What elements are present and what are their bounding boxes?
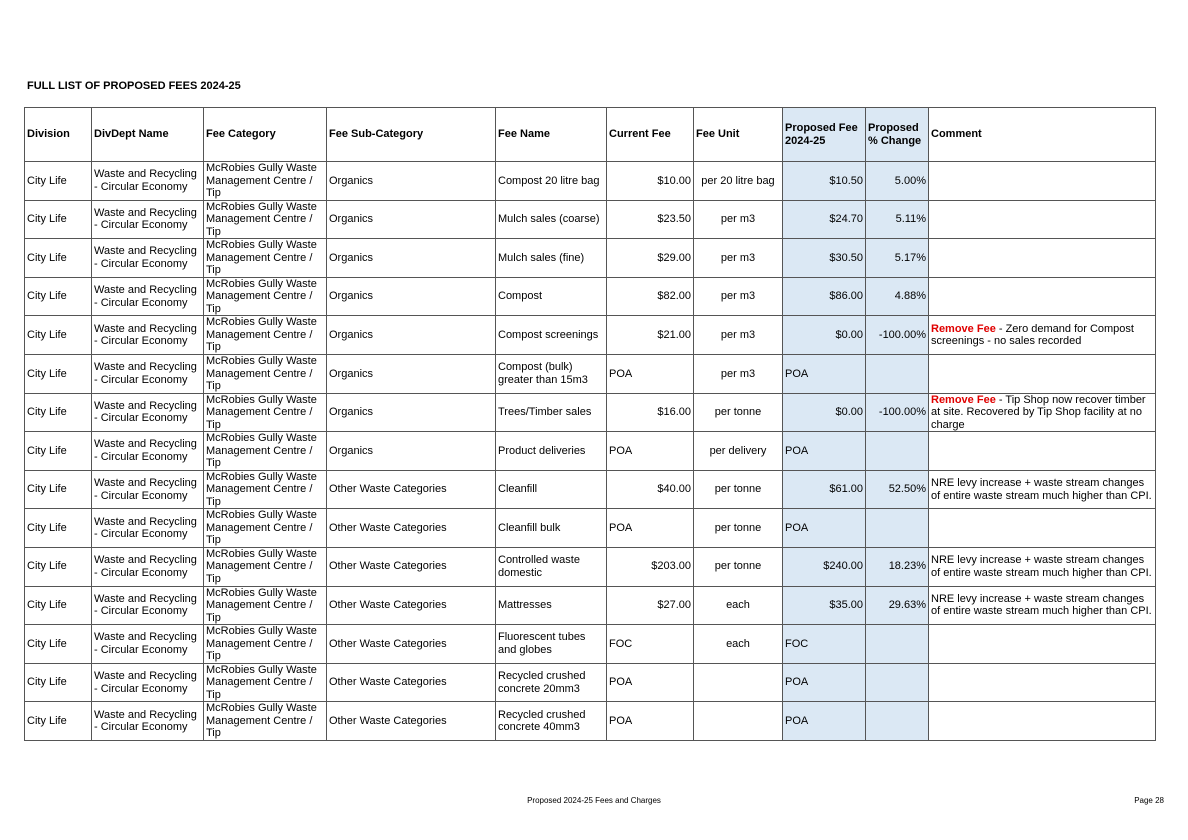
cell-comment [929,162,1156,201]
cell-divdept-name: Waste and Recycling - Circular Economy [92,393,204,432]
cell-divdept-name: Waste and Recycling - Circular Economy [92,663,204,702]
fees-table [24,107,1156,741]
cell-fee-name: Compost 20 litre bag [496,162,607,201]
table-row [25,702,1156,741]
cell-comment [929,702,1156,741]
cell-fee-name: Fluorescent tubes and globes [496,625,607,664]
cell-division: City Life [25,432,92,471]
cell-fee-sub-category: Organics [327,393,496,432]
comment-text: NRE levy increase + waste stream changes of entire waste stream much higher than CPI. [931,477,1152,502]
cell-current-fee: POA [607,354,694,393]
cell-fee-sub-category: Other Waste Categories [327,547,496,586]
cell-division: City Life [25,470,92,509]
cell-fee-sub-category: Other Waste Categories [327,663,496,702]
cell-comment [929,200,1156,239]
cell-fee-name: Mulch sales (fine) [496,239,607,278]
cell-fee-name: Recycled crushed concrete 20mm3 [496,663,607,702]
cell-divdept-name: Waste and Recycling - Circular Economy [92,470,204,509]
cell-division: City Life [25,625,92,664]
cell-fee-unit [694,663,783,702]
cell-proposed-change: 52.50% [866,470,929,509]
footer-doc-title: Proposed 2024-25 Fees and Charges [527,796,661,805]
table-row [25,663,1156,702]
col-header-fee-sub-category: Fee Sub-Category [327,108,496,162]
cell-proposed-change: 5.00% [866,162,929,201]
cell-fee-name: Mattresses [496,586,607,625]
cell-current-fee: POA [607,663,694,702]
cell-fee-sub-category: Organics [327,316,496,355]
col-header-proposed-fee: Proposed Fee 2024-25 [783,108,866,162]
cell-proposed-fee: $10.50 [783,162,866,201]
fees-table-body [25,162,1156,741]
cell-division: City Life [25,277,92,316]
cell-fee-category: McRobies Gully Waste Management Centre / Tip [204,277,327,316]
cell-division: City Life [25,586,92,625]
cell-proposed-change: 18.23% [866,547,929,586]
cell-comment [929,316,1156,355]
table-row [25,316,1156,355]
cell-fee-category: McRobies Gully Waste Management Centre / Tip [204,586,327,625]
cell-comment [929,663,1156,702]
cell-current-fee: $23.50 [607,200,694,239]
cell-fee-unit: per tonne [694,547,783,586]
cell-division: City Life [25,663,92,702]
cell-current-fee: POA [607,432,694,471]
cell-comment [929,432,1156,471]
cell-proposed-change [866,702,929,741]
cell-fee-sub-category: Organics [327,432,496,471]
cell-division: City Life [25,200,92,239]
cell-proposed-fee: $86.00 [783,277,866,316]
cell-fee-category: McRobies Gully Waste Management Centre / Tip [204,702,327,741]
cell-proposed-fee: $0.00 [783,393,866,432]
cell-comment [929,354,1156,393]
cell-fee-category: McRobies Gully Waste Management Centre / Tip [204,509,327,548]
cell-fee-name: Compost [496,277,607,316]
cell-proposed-change [866,354,929,393]
cell-fee-sub-category: Organics [327,162,496,201]
cell-fee-sub-category: Other Waste Categories [327,509,496,548]
cell-fee-unit: each [694,586,783,625]
table-row [25,200,1156,239]
cell-fee-category: McRobies Gully Waste Management Centre / Tip [204,663,327,702]
cell-proposed-fee: $61.00 [783,470,866,509]
cell-comment [929,470,1156,509]
col-header-fee-category: Fee Category [204,108,327,162]
cell-comment [929,509,1156,548]
comment-text: - Tip Shop now recover timber at site. Recovered by Tip Shop facility at no charge [931,393,1146,431]
cell-current-fee: $203.00 [607,547,694,586]
cell-divdept-name: Waste and Recycling - Circular Economy [92,239,204,278]
table-row [25,509,1156,548]
cell-division: City Life [25,239,92,278]
cell-fee-unit: per m3 [694,277,783,316]
cell-fee-name: Cleanfill bulk [496,509,607,548]
cell-current-fee: FOC [607,625,694,664]
cell-fee-name: Mulch sales (coarse) [496,200,607,239]
cell-proposed-fee: POA [783,702,866,741]
table-row [25,470,1156,509]
cell-comment [929,239,1156,278]
cell-proposed-fee: POA [783,663,866,702]
comment-text: NRE levy increase + waste stream changes of entire waste stream much higher than CPI. [931,592,1152,618]
col-header-proposed-change: Proposed % Change [866,108,929,162]
cell-division: City Life [25,162,92,201]
comment-text: NRE levy increase + waste stream changes of entire waste stream much higher than CPI. [931,554,1152,579]
remove-fee-flag: Remove Fee [931,322,996,335]
cell-fee-unit: per m3 [694,200,783,239]
cell-fee-category: McRobies Gully Waste Management Centre / Tip [204,470,327,509]
col-header-division: Division [25,108,92,162]
cell-proposed-fee: $0.00 [783,316,866,355]
cell-comment [929,625,1156,664]
cell-fee-unit [694,702,783,741]
cell-proposed-fee: POA [783,509,866,548]
cell-proposed-change [866,432,929,471]
cell-proposed-fee: POA [783,432,866,471]
cell-fee-name: Recycled crushed concrete 40mm3 [496,702,607,741]
cell-fee-sub-category: Organics [327,200,496,239]
cell-proposed-change [866,509,929,548]
cell-proposed-fee: FOC [783,625,866,664]
cell-proposed-change [866,625,929,664]
cell-fee-sub-category: Organics [327,277,496,316]
comment-text: - Zero demand for Compost screenings - no sales recorded [931,322,1134,348]
cell-fee-unit: per tonne [694,509,783,548]
cell-division: City Life [25,509,92,548]
cell-comment [929,393,1156,432]
cell-proposed-fee: $240.00 [783,547,866,586]
cell-fee-name: Trees/Timber sales [496,393,607,432]
col-header-fee-name: Fee Name [496,108,607,162]
cell-fee-sub-category: Other Waste Categories [327,702,496,741]
cell-division: City Life [25,354,92,393]
cell-proposed-fee: POA [783,354,866,393]
cell-divdept-name: Waste and Recycling - Circular Economy [92,586,204,625]
cell-divdept-name: Waste and Recycling - Circular Economy [92,354,204,393]
cell-fee-category: McRobies Gully Waste Management Centre / Tip [204,432,327,471]
cell-fee-name: Compost (bulk) greater than 15m3 [496,354,607,393]
cell-fee-unit: per m3 [694,239,783,278]
cell-fee-category: McRobies Gully Waste Management Centre / Tip [204,316,327,355]
table-row [25,277,1156,316]
page-title: FULL LIST OF PROPOSED FEES 2024-25 [27,80,241,92]
cell-divdept-name: Waste and Recycling - Circular Economy [92,316,204,355]
cell-comment [929,586,1156,625]
table-row [25,625,1156,664]
cell-division: City Life [25,316,92,355]
cell-fee-category: McRobies Gully Waste Management Centre / Tip [204,354,327,393]
cell-current-fee: $82.00 [607,277,694,316]
cell-fee-category: McRobies Gully Waste Management Centre / Tip [204,162,327,201]
cell-fee-category: McRobies Gully Waste Management Centre / Tip [204,200,327,239]
cell-proposed-change [866,663,929,702]
cell-fee-sub-category: Other Waste Categories [327,625,496,664]
table-row [25,393,1156,432]
cell-fee-unit: per m3 [694,354,783,393]
cell-proposed-change: -100.00% [866,393,929,432]
col-header-divdept-name: DivDept Name [92,108,204,162]
cell-fee-sub-category: Other Waste Categories [327,470,496,509]
cell-fee-unit: each [694,625,783,664]
cell-fee-category: McRobies Gully Waste Management Centre / Tip [204,625,327,664]
cell-fee-category: McRobies Gully Waste Management Centre / Tip [204,393,327,432]
cell-fee-unit: per tonne [694,470,783,509]
cell-fee-unit: per m3 [694,316,783,355]
cell-current-fee: $21.00 [607,316,694,355]
col-header-current-fee: Current Fee [607,108,694,162]
cell-fee-unit: per delivery [694,432,783,471]
col-header-comment: Comment [929,108,1156,162]
cell-fee-category: McRobies Gully Waste Management Centre / Tip [204,547,327,586]
table-row [25,547,1156,586]
cell-proposed-fee: $30.50 [783,239,866,278]
cell-current-fee: $10.00 [607,162,694,201]
cell-division: City Life [25,393,92,432]
cell-fee-name: Product deliveries [496,432,607,471]
cell-fee-sub-category: Organics [327,354,496,393]
cell-proposed-fee: $24.70 [783,200,866,239]
cell-comment [929,277,1156,316]
cell-current-fee: POA [607,509,694,548]
cell-fee-unit: per 20 litre bag [694,162,783,201]
cell-current-fee: POA [607,702,694,741]
cell-fee-unit: per tonne [694,393,783,432]
cell-fee-name: Cleanfill [496,470,607,509]
cell-divdept-name: Waste and Recycling - Circular Economy [92,702,204,741]
cell-fee-name: Compost screenings [496,316,607,355]
cell-proposed-change: 5.11% [866,200,929,239]
cell-fee-name: Controlled waste domestic [496,547,607,586]
cell-current-fee: $27.00 [607,586,694,625]
cell-proposed-change: 4.88% [866,277,929,316]
table-header-row [25,108,1156,162]
cell-proposed-fee: $35.00 [783,586,866,625]
cell-fee-sub-category: Organics [327,239,496,278]
table-row [25,432,1156,471]
cell-division: City Life [25,702,92,741]
cell-proposed-change: 5.17% [866,239,929,278]
table-row [25,239,1156,278]
footer-page-number: Page 28 [1134,796,1164,805]
col-header-fee-unit: Fee Unit [694,108,783,162]
cell-fee-category: McRobies Gully Waste Management Centre / Tip [204,239,327,278]
cell-proposed-change: -100.00% [866,316,929,355]
cell-comment [929,547,1156,586]
cell-fee-sub-category: Other Waste Categories [327,586,496,625]
cell-divdept-name: Waste and Recycling - Circular Economy [92,432,204,471]
cell-divdept-name: Waste and Recycling - Circular Economy [92,625,204,664]
cell-divdept-name: Waste and Recycling - Circular Economy [92,200,204,239]
table-row [25,354,1156,393]
cell-divdept-name: Waste and Recycling - Circular Economy [92,547,204,586]
cell-division: City Life [25,547,92,586]
cell-divdept-name: Waste and Recycling - Circular Economy [92,509,204,548]
cell-current-fee: $16.00 [607,393,694,432]
cell-divdept-name: Waste and Recycling - Circular Economy [92,162,204,201]
cell-current-fee: $40.00 [607,470,694,509]
cell-proposed-change: 29.63% [866,586,929,625]
cell-current-fee: $29.00 [607,239,694,278]
table-row [25,162,1156,201]
remove-fee-flag: Remove Fee [931,393,996,406]
cell-divdept-name: Waste and Recycling - Circular Economy [92,277,204,316]
table-row [25,586,1156,625]
